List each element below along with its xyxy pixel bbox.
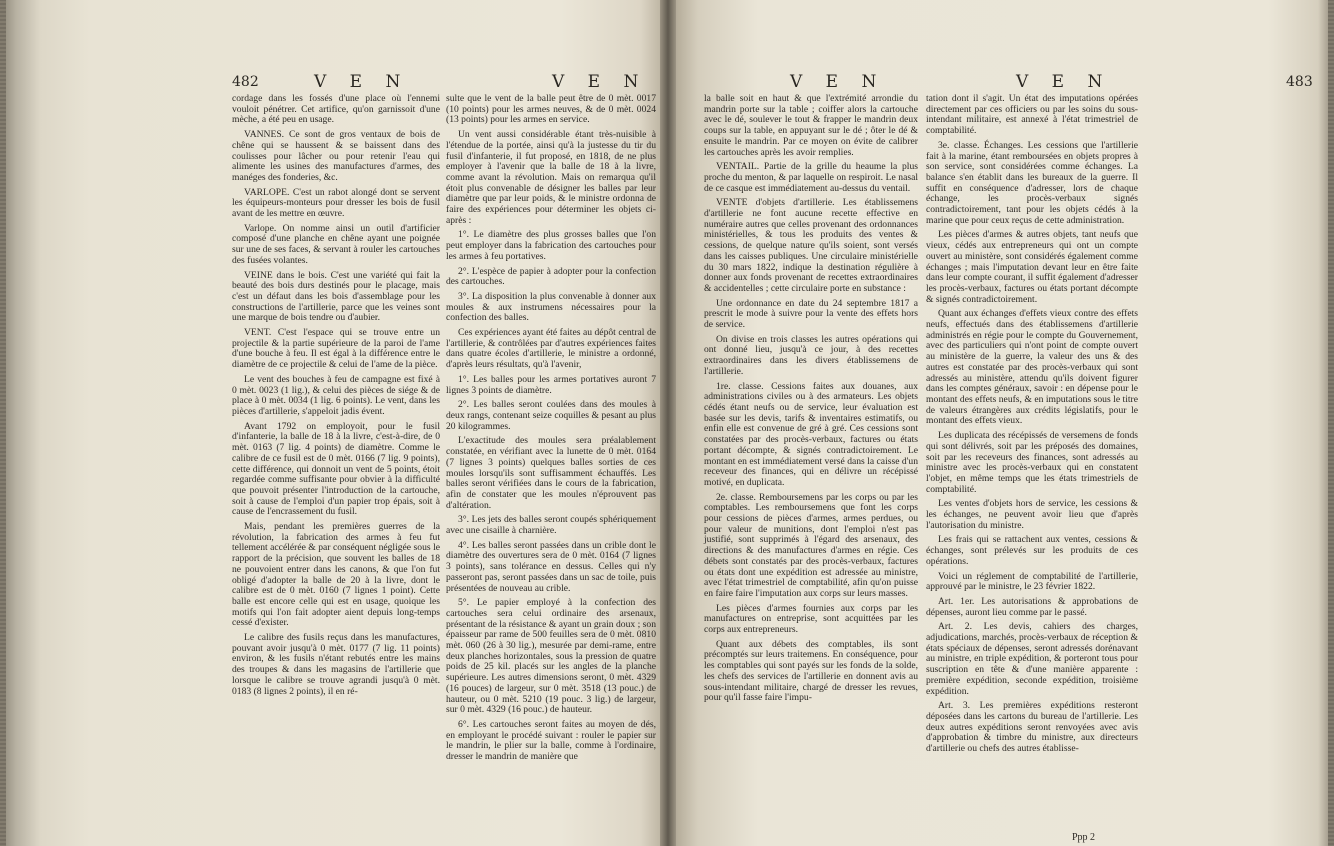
right-page — [668, 0, 1334, 846]
right-page-edge — [1328, 0, 1334, 846]
paragraph: 1re. classe. Cessions faites aux douanes, aux administrations civiles ou à des armateurs. Les objets cédés étant neufs ou de service, leur évaluation est basée sur les devis, tarifs & inventaires estimatifs, ou enfin elle est convenue de gré à gré. Ces cessions sont constatées par des procès-verbaux, factures ou états portant décompte, & signés contradictoirement. Le montant en est immédiatement versé dans la caisse d'un receveur des finances, qui en délivre un récépissé motivé, en duplicata. — [704, 380, 918, 488]
right-column-1 — [704, 94, 918, 708]
left-running-head-1: V E N — [314, 72, 410, 92]
entry-vente: VENTE d'objets d'artillerie. Les établissemens d'artillerie ne font aucune recette effective en numéraire autres que celles provenant des ordonnances ministérielles, & tous les produits des ventes & cessions, de quelque nature qu'ils soient, sont versés dans les caisses publiques. Une circulaire ministérielle du 30 mars 1822, indique la destination régulière à donner aux fonds provenant de recettes extraordinaires & accidentelles ; cette circulaire porte en substance : — [704, 197, 918, 294]
paragraph: cordage dans les fossés d'une place où l'ennemi vouloit pénétrer. Cet artifice, qu'on garnissoit d'une mèche, a été peu en usage. — [232, 93, 440, 126]
list-item: 1°. Les balles pour les armes portatives auront 7 lignes 3 points de diamètre. — [446, 373, 656, 396]
entry-varlope: VARLOPE. C'est un rabot alongé dont se servent les équipeurs-monteurs pour dresser les bois de fusil avant de les mettre en œuvre. — [232, 186, 440, 220]
paragraph: Les pièces d'armes fournies aux corps par les manufactures on entreprise, sont acquittées par les corps aux entrepreneurs. — [704, 602, 918, 636]
paragraph: la balle soit en haut & que l'extrémité arrondie du mandrin porte sur la table ; coiffer alors la cartouche avec le dé, soulever le tout & frapper le mandrin deux coups sur la table, en appuyant sur le dé ; ôter le dé & ensuite le mandrin. Par ce moyen on évite de calibrer les cartouches après les avoir remplies. — [704, 93, 918, 158]
list-item: 2°. L'espèce de papier à adopter pour la confection des cartouches. — [446, 265, 656, 288]
paragraph: Les duplicata des récépissés de versemens de fonds qui sont délivrés, soit par les préposés des domaines, soit par les receveurs des finances, sont adressés au ministre avec les procès-verbaux qui en constatent l'objet, en même temps que les états trimestriels de comptabilité. — [926, 430, 1138, 495]
paragraph: Les frais qui se rattachent aux ventes, cessions & échanges, sont prélevés sur les produits de ces opérations. — [926, 534, 1138, 567]
list-item: 3°. Les jets des balles seront coupés sphériquement avec une cisaille à charnière. — [446, 514, 656, 537]
signature-mark: Ppp 2 — [1072, 832, 1096, 843]
list-item: 4°. Les balles seront passées dans un crible dont le diamètre des ouvertures sera de 0 mèt. 0164 (7 lignes 3 points), sans tolérance en dessus. Celles qui n'y passeront pas, seront passées dans un sac de toile, puis présentées de nouveau au crible. — [446, 539, 656, 594]
paragraph: Mais, pendant les premières guerres de la révolution, la fabrication des armes à feu fut tellement accélérée & par conséquent négligée sous le rapport de la précision, que souvent les balles de 18 ne pouvoient entrer dans les canons, & que l'on fut obligé d'adopter la balle de 20 à la livre, dont le calibre est de 0 mèt. 0160 (7 lignes 1 point). Cette balle est encore celle qui est en usage, quoique les motifs qui l'on fait adopter aient depuis long-temps cessé d'exister. — [232, 521, 440, 629]
left-page-edge — [0, 0, 6, 846]
paragraph: L'exactitude des moules sera préalablement constatée, en vérifiant avec la lunette de 0 mèt. 0164 (7 lignes 3 points) quelques balles sorties de ces moules lorsqu'ils sont suffisamment échauffés. Les balles seront vérifiées dans le cours de la fabrication, afin de constater que les moules n'éprouvent pas d'altération. — [446, 435, 656, 511]
paragraph: sulte que le vent de la balle peut être de 0 mèt. 0017 (10 points) pour les armes neuves, & de 0 mèt. 0024 (13 points) pour les armes en service. — [446, 93, 656, 126]
list-item: 5°. Le papier employé à la confection des cartouches sera celui ordinaire des arsenaux, présentant de la résistance & ayant un grain doux ; son épaisseur par rame de 500 feuilles sera de 0 mèt. 0810 mèt. 060 (26 à 30 lig.), mesurée par demi-rame, entre deux planches horizontales, sous la pression de quatre poids de 25 kil. placés sur les angles de la planche supérieure. Les autres dimensions seront, 0 mèt. 4329 (16 pouces) de largeur, sur 0 mèt. 3518 (13 pouc.) de hauteur, ou 0 mèt. 5210 (19 pouc. 3 lig.) de largeur, sur 0 mèt. 4329 (16 pouc.) de hauteur. — [446, 597, 656, 716]
entry-vent: VENT. C'est l'espace qui se trouve entre un projectile & la partie supérieure de la paroi de l'ame d'une bouche à feu. Il est égal à la différence entre le diamètre de ce projectile & celui de l'ame de la pièce. — [232, 327, 440, 371]
article-2: Art. 2. Les devis, cahiers des charges, adjudications, marchés, procès-verbaux de réception & états spéciaux de dépenses, seront adressés dorénavant au ministre, en triple expédition, & porteront tous pour suscription en tête & d'une manière apparente : première expédition, seconde expédition, troisième expédition. — [926, 621, 1138, 697]
article-3: Art. 3. Les premières expéditions resteront déposées dans les cartons du bureau de l'artillerie. Les deux autres expéditions seront renvoyées avec avis d'approbation & timbre du ministre, aux directeurs d'artillerie ou chefs des autres établisse- — [926, 700, 1138, 755]
list-item: 2°. Les balles seront coulées dans des moules à deux rangs, contenant seize coquilles & pesant au plus 20 kilogrammes. — [446, 399, 656, 432]
paragraph: 2e. classe. Remboursemens par les corps ou par les comptables. Les remboursemens que font les corps pour cessions de pièces d'armes, armes perdues, ou pour valeur de munitions, dont l'emploi n'est pas justifié, sont supprimés à l'égard des arsenaux, des directions & des manufactures d'armes en régie. Ces débets sont constatés par des procès-verbaux, factures ou états dont une expédition est adressée au ministre, avec l'état trimestriel de comptabilité, afin qu'on puisse en faire faire l'imputation aux corps sur leurs masses. — [704, 491, 918, 599]
paragraph: Le vent des bouches à feu de campagne est fixé à 0 mèt. 0023 (1 lig.), & celui des pièces de siége & de place à 0 mèt. 0034 (1 lig. 6 points). Le vent, dans les pièces d'artillerie, s'appeloit jadis évent. — [232, 373, 440, 417]
entry-veine: VEINE dans le bois. C'est une variété qui fait la beauté des bois durs destinés pour le placage, mais c'est un défaut dans les bois d'assemblage pour les constructions de l'artillerie, parce que les veines sont une marque de bois tendre ou d'aubier. — [232, 269, 440, 324]
list-item: 6°. Les cartouches seront faites au moyen de dés, en employant le procédé suivant : rouler le papier sur le mandrin, le plier sur la balle, comme à l'ordinaire, dresser le mandrin de manière que — [446, 718, 656, 763]
paragraph: Avant 1792 on employoit, pour le fusil d'infanterie, la balle de 18 à la livre, c'est-à-dire, de 0 mèt. 0163 (7 lig. 4 points) de diamètre. Comme le calibre de ce fusil est de 0 mèt. 0166 (7 lig. 9 points), cette différence, qui donnoit un vent de 5 points, étoit regardée comme suffisante pour obvier à la difficulté que pouvoit présenter l'introduction de la cartouche, soit à cause de l'emploi d'un papier trop épais, soit à cause de l'encrassement du fusil. — [232, 420, 440, 518]
paragraph: Les pièces d'armes & autres objets, tant neufs que vieux, cédés aux entrepreneurs qui ont un compte ouvert au ministère, sont considérés également comme échanges ; mais l'imputation devant leur en être faite dans leur compte courant, il suffit également d'adresser les procès-verbaux, factures ou états portant décompte & signés contradictoirement. — [926, 229, 1138, 305]
list-item: 3°. La disposition la plus convenable à donner aux moules & aux instrumens nécessaires pour la confection des balles. — [446, 290, 656, 324]
paragraph: Une ordonnance en date du 24 septembre 1817 a prescrit le mode à suivre pour la vente des effets hors de service. — [704, 297, 918, 331]
entry-ventail: VENTAIL. Partie de la grille du heaume la plus proche du menton, & par laquelle on respiroit. Le nasal de ce casque est immédiatement au-dessus du ventail. — [704, 161, 918, 194]
paragraph: On divise en trois classes les autres opérations qui ont donné lieu, jusqu'à ce jour, à des recettes extraordinaires dans les divers établissemens de l'artillerie. — [704, 333, 918, 377]
paragraph: Voici un réglement de comptabilité de l'artillerie, approuvé par le ministre, le 23 février 1822. — [926, 570, 1138, 593]
paragraph: Les ventes d'objets hors de service, les cessions & les échanges, ne peuvent avoir lieu que d'après l'autorisation du ministre. — [926, 498, 1138, 531]
left-column-1 — [232, 94, 440, 701]
right-running-head-1: V E N — [790, 72, 886, 92]
right-page-number: 483 — [1286, 74, 1313, 90]
right-column-2 — [926, 94, 1138, 759]
paragraph: Le calibre des fusils reçus dans les manufactures, pouvant avoir jusqu'à 0 mèt. 0177 (7 lig. 11 points) environ, & les fusils n'étant rebutés entre les mains des troupes & dans les magasins de l'artillerie que lorsque le calibre se trouve agrandi jusqu'à 0 mèt. 0183 (8 lignes 2 points), il en ré- — [232, 632, 440, 697]
entry-varlope-2: Varlope. On nomme ainsi un outil d'artificier composé d'une planche en chêne ayant une poignée sur une de ses faces, & servant à rouler les cartouches des fusées volantes. — [232, 222, 440, 266]
book-gutter — [660, 0, 676, 846]
right-running-head-2: V E N — [1016, 72, 1112, 92]
paragraph: Un vent aussi considérable étant très-nuisible à l'étendue de la portée, ainsi qu'à la justesse du tir du fusil d'infanterie, il fut proposé, en 1818, de ne plus employer à l'avenir que la balle de 18 à la livre, comme avant la révolution. Mais on remarqua qu'il étoit plus convenable de désigner les balles par leur diamètre que par leur poids, & le ministre ordonna de faire des expériences pour déterminer les objets ci-après : — [446, 129, 656, 226]
article-1: Art. 1er. Les autorisations & approbations de dépenses, auront lieu comme par le passé. — [926, 595, 1138, 618]
entry-vannes: VANNES. Ce sont de gros ventaux de bois de chêne qui se haussent & se baissent dans des coulisses pour lâcher ou pour retenir l'eau qui alimente les usines des manufactures d'armes, des manéges des fonderies, &c. — [232, 129, 440, 183]
paragraph: 3e. classe. Échanges. Les cessions que l'artillerie fait à la marine, étant remboursées en objets propres à son service, sont considérées comme échanges. La balance s'en établit dans les bureaux de la guerre. Il suffit en conséquence d'adresser, lors de chaque échange, les procès-verbaux signés contradictoirement, tant pour les objets cédés à la marine que pour ceux reçus de cette administration. — [926, 139, 1138, 226]
list-item: 1°. Le diamètre des plus grosses balles que l'on peut employer dans la fabrication des cartouches pour les armes à feu portatives. — [446, 229, 656, 262]
paragraph: tation dont il s'agit. Un état des imputations opérées directement par ces officiers ou par les soins du sous-intendant militaire, est annexé à l'état trimestriel de comptabilité. — [926, 93, 1138, 137]
paragraph: Ces expériences ayant été faites au dépôt central de l'artillerie, & contrôlées par d'autres expériences faites dans quatre écoles d'artillerie, le ministre a ordonné, d'après leurs résultats, qu'à l'avenir, — [446, 327, 656, 371]
left-column-2 — [446, 94, 656, 767]
left-page-number: 482 — [232, 74, 259, 90]
left-running-head-2: V E N — [552, 72, 648, 92]
paragraph: Quant aux échanges d'effets vieux contre des effets neufs, effectués dans des établissemens d'artillerie administrés en régie pour le compte du Gouvernement, avec des particuliers qui n'ont point de compte ouvert au ministère de la guerre, la valeur des uns & des autres est constatée par des procès-verbaux qui sont adressés au ministère, attendu qu'ils doivent figurer dans les comptes généraux, savoir : en dépense pour le montant des effets neufs, & en imputations sous le titre de valeurs étrangères aux crédits législatifs, pour le montant des effets vieux. — [926, 308, 1138, 427]
paragraph: Quant aux débets des comptables, ils sont précomptés sur leurs traitemens. En conséquence, pour les comptables qui sont payés sur les fonds de la solde, les chefs des services de l'artillerie en donnent avis au sous-intendant militaire, chargé de dresser les revues, pour qu'il fasse faire l'impu- — [704, 638, 918, 704]
